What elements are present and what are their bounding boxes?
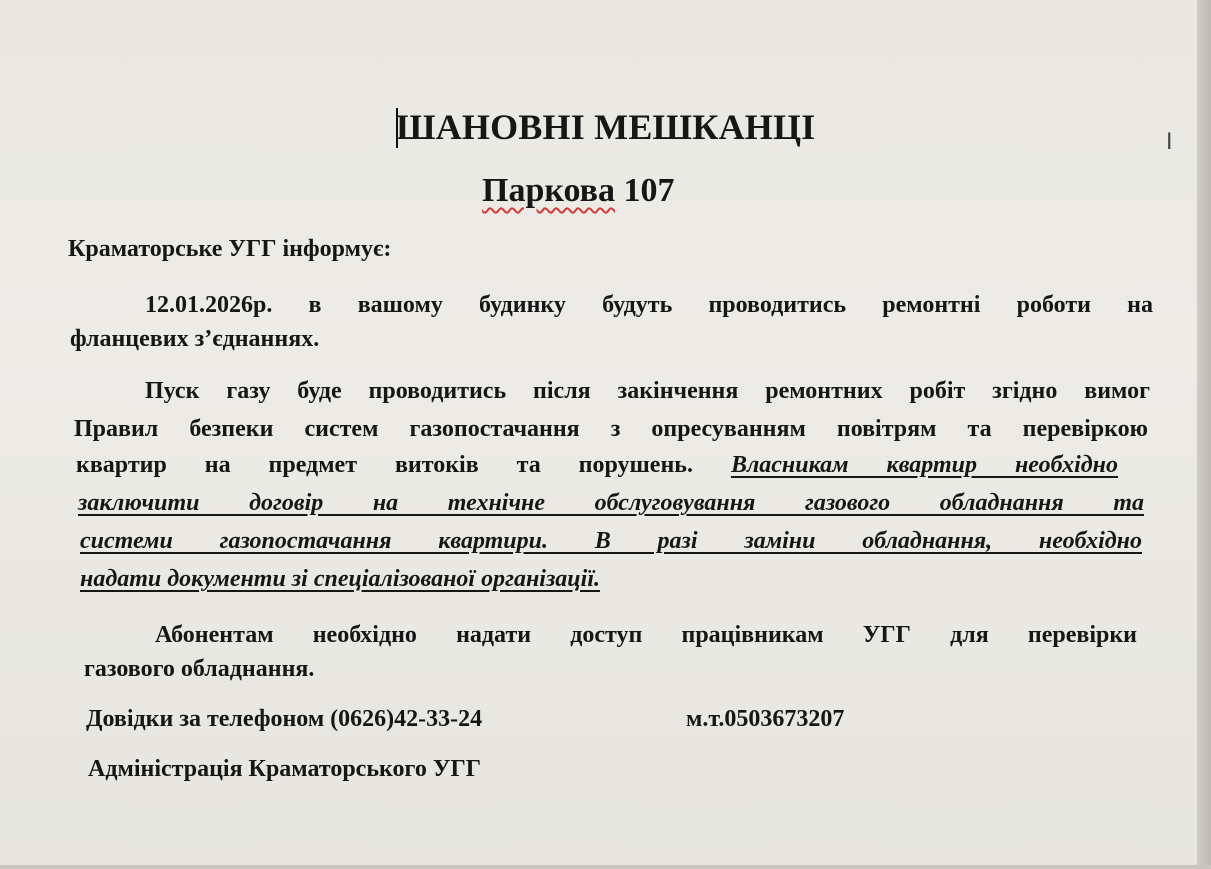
address-number: 107: [615, 172, 675, 209]
signature-line: Адміністрація Краматорського УГГ: [88, 756, 481, 782]
paragraph1-line2: фланцевих з’єднаннях.: [70, 326, 320, 352]
notice-title: ШАНОВНІ МЕШКАНЦІ: [396, 107, 816, 147]
notice-address: [482, 172, 675, 210]
paragraph1-line1: 12.01.2026р. в вашому будинку будуть проводитись ремонтні роботи на: [145, 292, 1153, 318]
paragraph2-line1: Пуск газу буде проводитись після закінчення ремонтних робіт згідно вимог: [145, 378, 1150, 404]
paragraph3-line2: газового обладнання.: [84, 656, 315, 682]
paragraph2-line5: системи газопостачання квартири. В разі заміни обладнання, необхідно: [80, 528, 1142, 554]
phone-line: Довідки за телефоном (0626)42-33-24: [86, 706, 483, 732]
intro-line: Краматорське УГГ інформує:: [68, 236, 392, 262]
paragraph2-line3-plain: квартир на предмет витоків та порушень.: [76, 452, 731, 478]
address-street: Паркова: [482, 172, 616, 209]
paragraph2-line4: заключити договір на технічне обслуговування газового обладнання та: [78, 490, 1144, 516]
i-beam-cursor-icon: I: [1166, 130, 1173, 155]
paragraph2-line2: Правил безпеки систем газопостачання з опресуванням повітрям та перевіркою: [74, 416, 1148, 442]
paragraph2-line3: [76, 452, 1118, 479]
mobile-phone-line: м.т.0503673207: [686, 706, 845, 732]
paragraph2-line3-emphasis: Власникам квартир необхідно: [730, 452, 1118, 478]
paragraph2-line6: надати документи зі спеціалізованої організації.: [80, 566, 600, 592]
paragraph3-line1: Абонентам необхідно надати доступ працівникам УГГ для перевірки: [155, 622, 1137, 648]
